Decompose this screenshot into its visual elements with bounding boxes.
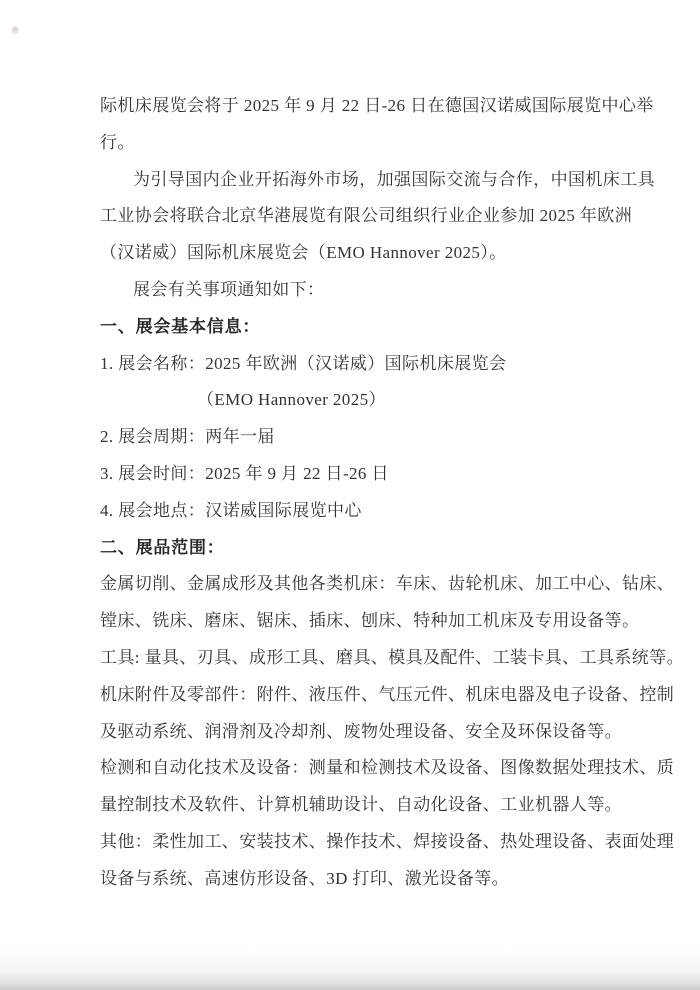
document-line: （汉诺威）国际机床展览会（EMO Hannover 2025）。: [100, 243, 507, 263]
document-line: 镗床、铣床、磨床、锯床、插床、刨床、特种加工机床及专用设备等。: [100, 611, 640, 631]
scan-artifact-mark: [11, 26, 19, 35]
document-line: 金属切削、金属成形及其他各类机床：车床、齿轮机床、加工中心、钻床、: [100, 574, 675, 594]
document-line: 1. 展会名称：2025 年欧洲（汉诺威）国际机床展览会: [100, 353, 507, 373]
document-line: （EMO Hannover 2025）: [197, 390, 386, 410]
document-line: 工业协会将联合北京华港展览有限公司组织行业企业参加 2025 年欧洲: [100, 206, 633, 226]
document-line: 际机床展览会将于 2025 年 9 月 22 日-26 日在德国汉诺威国际展览中心举: [100, 96, 654, 115]
document-line: 2. 展会周期：两年一届: [100, 427, 275, 447]
scan-shadow-bottom: [0, 948, 700, 990]
document-body: [100, 88, 684, 898]
document-line: 机床附件及零部件：附件、液压件、气压元件、机床电器及电子设备、控制: [100, 684, 675, 704]
document-line: 行。: [100, 132, 135, 152]
document-line: 展会有关事项通知如下：: [133, 279, 325, 299]
document-line: 为引导国内企业开拓海外市场，加强国际交流与合作，中国机床工具: [133, 169, 655, 189]
document-line: 设备与系统、高速仿形设备、3D 打印、激光设备等。: [100, 868, 510, 888]
document-line: 其他：柔性加工、安装技术、操作技术、焊接设备、热处理设备、表面处理: [100, 831, 675, 851]
document-line: 二、展品范围：: [100, 537, 225, 557]
document-line: 量控制技术及软件、计算机辅助设计、自动化设备、工业机器人等。: [100, 795, 622, 815]
document-line: 工具: 量具、刃具、成形工具、磨具、模具及配件、工装卡具、工具系统等。: [100, 647, 684, 667]
document-line: 4. 展会地点：汉诺威国际展览中心: [100, 500, 362, 520]
document-line: 检测和自动化技术及设备：测量和检测技术及设备、图像数据处理技术、质: [100, 758, 675, 778]
document-line: 3. 展会时间：2025 年 9 月 22 日-26 日: [100, 463, 389, 483]
document-line: 及驱动系统、润滑剂及冷却剂、废物处理设备、安全及环保设备等。: [100, 721, 622, 741]
document-line: 一、展会基本信息：: [100, 316, 261, 336]
